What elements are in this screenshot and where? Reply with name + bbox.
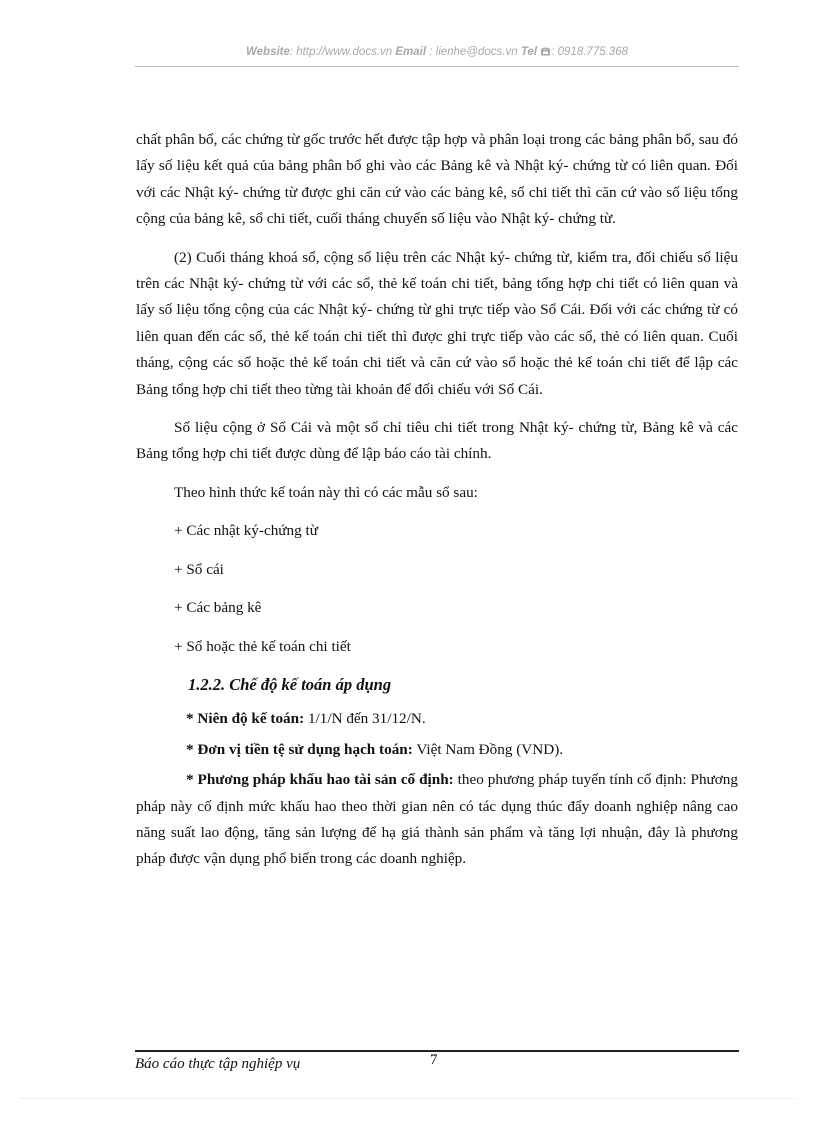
email-label: Email: [395, 46, 427, 58]
tel-value: : 0918.775.368: [551, 46, 628, 58]
list-item: + Các bảng kê: [174, 599, 262, 617]
list-item: + Các nhật ký-chứng từ: [174, 522, 318, 540]
policy-depreciation: [136, 767, 738, 873]
policy-label: * Đơn vị tiền tệ sử dụng hạch toán:: [186, 740, 413, 758]
paragraph-3: Số liệu cộng ở Sổ Cái và một số chỉ tiêu chi tiết trong Nhật ký- chứng từ, Bảng kê và các Bảng tổng hợp chi tiết được dùng để lập báo cáo tài chính.: [136, 419, 738, 463]
list-item: + Sổ cái: [174, 560, 224, 578]
email-value[interactable]: : lienhe@docs.vn: [429, 46, 518, 58]
policy-value: theo phương pháp tuyến tính cố định: Phương pháp này cố định mức khấu hao theo thời gian nên có tác dụng thúc đẩy doanh nghiệp nâng cao năng suất lao động, tăng sản lượng để hạ giá thành sản phẩm và tăng lợi nhuận, đây là phương pháp được vận dụng phổ biến trong các doanh nghiệp.: [136, 771, 738, 868]
page-content: [136, 127, 738, 877]
tel-label: Tel: [520, 46, 538, 58]
policy-fiscal-year: [136, 706, 738, 732]
policy-label: * Niên độ kế toán:: [186, 710, 305, 728]
paragraph-4: Theo hình thức kế toán này thì có các mẫu sổ sau:: [174, 483, 478, 501]
website-url[interactable]: : http://www.docs.vn: [289, 46, 393, 58]
paragraph-2: (2) Cuối tháng khoá sổ, cộng số liệu trên các Nhật ký- chứng từ, kiểm tra, đối chiếu số liệu trên các Nhật ký- chứng từ với các sổ, thẻ kế toán chi tiết, bảng tổng hợp chi tiết có liên quan và lấy số liệu tổng cộng của các Nhật ký- chứng từ ghi trực tiếp vào Sổ Cái. Đối với các chứng từ có liên quan đến các sổ, thẻ kế toán chi tiết thì được ghi trực tiếp vào các sổ, thẻ có liên quan. Cuối tháng, cộng các sổ hoặc thẻ kế toán chi tiết và căn cứ vào sổ hoặc thẻ kế toán chi tiết để lập các Bảng tổng hợp chi tiết theo từng tài khoản để đối chiếu với Sổ Cái.: [136, 248, 738, 398]
policy-value: Việt Nam Đồng (VND).: [412, 740, 564, 758]
page-edge-divider: [20, 1098, 796, 1099]
paragraph-1: chất phân bổ, các chứng từ gốc trước hết được tập hợp và phân loại trong các bảng phân bổ, sau đó lấy số liệu kết quả của bảng phân bổ ghi vào các Bảng kê và Nhật ký- chứng từ có liên quan. Đối với các Nhật ký- chứng từ được ghi căn cứ vào các bảng kê, sổ chi tiết thì căn cứ vào số liệu tổng cộng của bảng kê, sổ chi tiết, cuối tháng chuyển số liệu vào Nhật ký- chứng từ.: [136, 131, 738, 228]
footer-title: Báo cáo thực tập nghiệp vụ: [135, 1056, 301, 1072]
page-header: [135, 46, 739, 58]
website-label: Website: [246, 46, 290, 58]
policy-currency: [136, 737, 738, 763]
policy-label: * Phương pháp khấu hao tài sản cố định:: [186, 771, 454, 789]
policy-value: 1/1/N đến 31/12/N.: [304, 710, 426, 728]
page-number: 7: [430, 1052, 438, 1068]
section-heading: 1.2.2. Chế độ kế toán áp dụng: [188, 674, 392, 694]
list-item: + Sổ hoặc thẻ kế toán chi tiết: [174, 637, 351, 655]
phone-icon: [540, 46, 551, 58]
header-rule: [135, 66, 739, 67]
